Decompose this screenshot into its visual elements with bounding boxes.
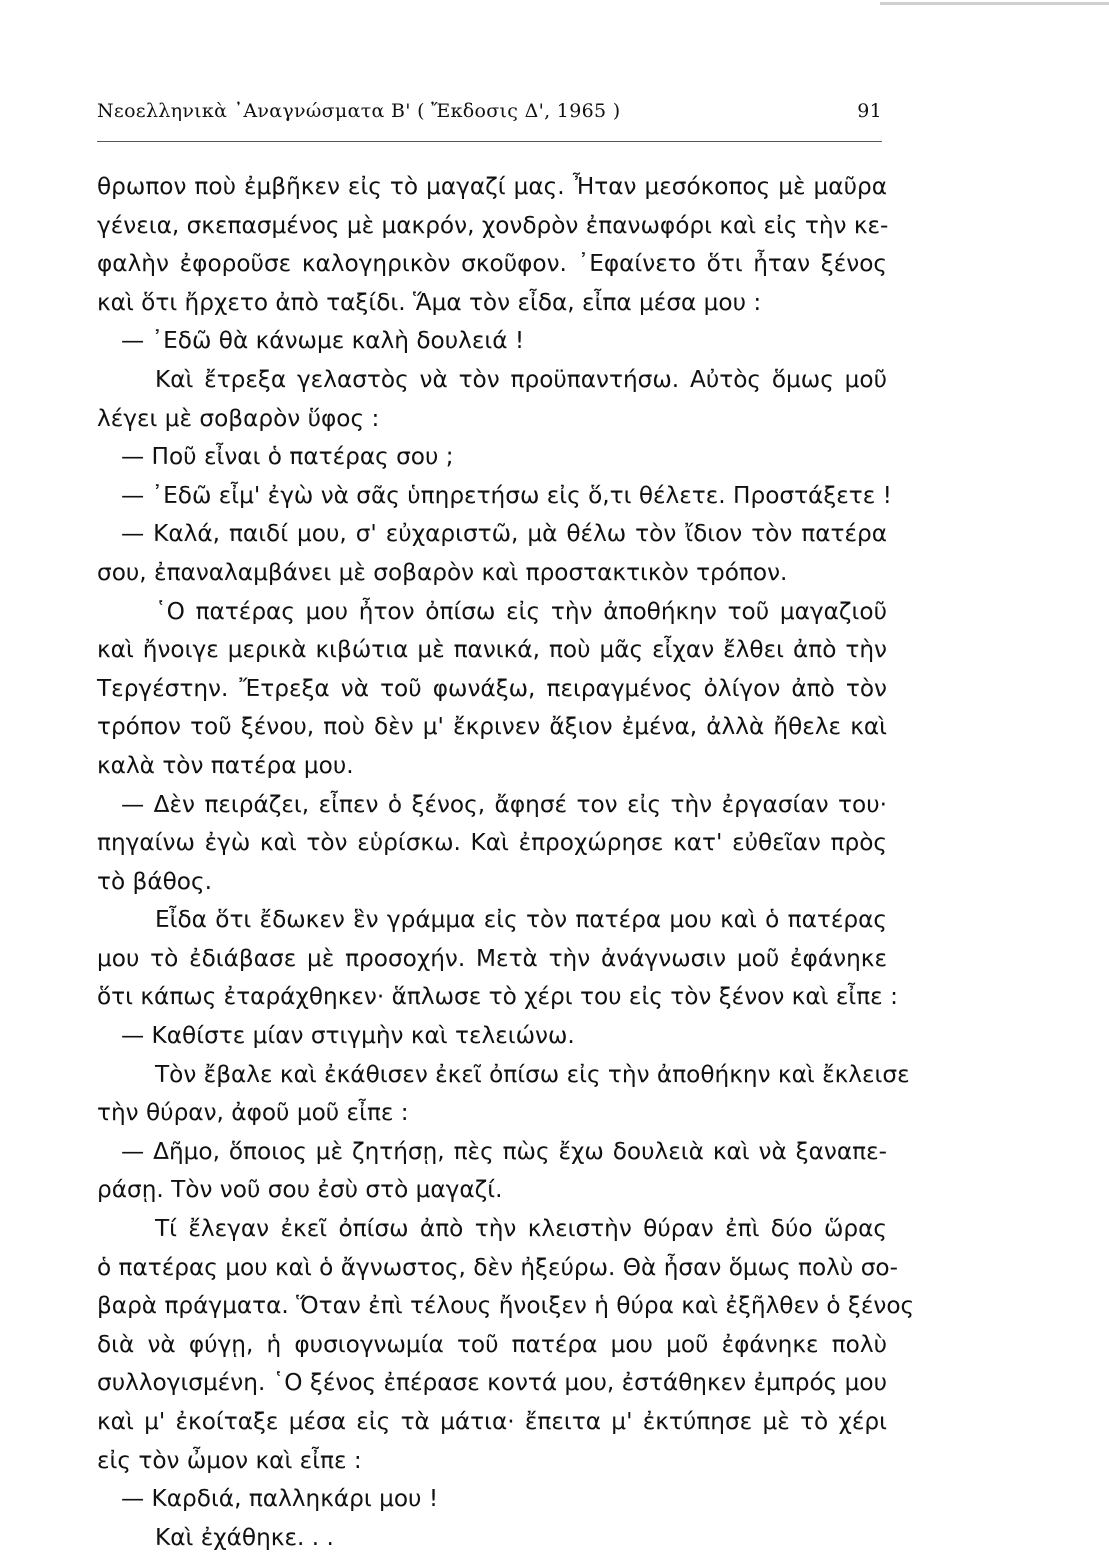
text-line: Εἶδα ὅτι ἔδωκεν ἓν γράμμα εἰς τὸν πατέρα μου καὶ ὁ πατέρας bbox=[155, 906, 887, 934]
running-title: Νεοελληνικὰ ᾿Αναγνώσματα Β' ( Ἔκδοσις Δ', 1965 ) bbox=[97, 100, 621, 122]
text-line: ὅτι κάπως ἐταράχθηκεν· ἅπλωσε τὸ χέρι του εἰς τὸν ξένον καὶ εἶπε : bbox=[97, 983, 898, 1011]
text-line: βαρὰ πράγματα. Ὅταν ἐπὶ τέλους ἤνοιξεν ἡ θύρα καὶ ἐξῆλθεν ὁ ξένος bbox=[97, 1292, 915, 1320]
text-line: καὶ μ' ἐκοίταξε μέσα εἰς τὰ μάτια· ἔπειτα μ' ἐκτύπησε μὲ τὸ χέρι bbox=[97, 1408, 887, 1435]
text-line: μου τὸ ἐδιάβασε μὲ προσοχήν. Μετὰ τὴν ἀνάγνωσιν μοῦ ἐφάνηκε bbox=[97, 944, 887, 972]
text-line: Καὶ ἐχάθηκε. . . bbox=[155, 1523, 334, 1551]
text-line: ὁ πατέρας μου καὶ ὁ ἄγνωστος, δὲν ἠξεύρω. Θὰ ἦσαν ὅμως πολὺ σο- bbox=[97, 1253, 898, 1281]
text-line: Τί ἔλεγαν ἐκεῖ ὀπίσω ἀπὸ τὴν κλειστὴν θύραν ἐπὶ δύο ὥρας bbox=[155, 1215, 887, 1243]
text-line: Τεργέστην. Ἔτρεξα νὰ τοῦ φωνάξω, πειραγμένος ὀλίγον ἀπὸ τὸν bbox=[97, 674, 887, 702]
text-line: καὶ ἤνοιγε μερικὰ κιβώτια μὲ πανικά, ποὺ μᾶς εἶχαν ἔλθει ἀπὸ τὴν bbox=[97, 636, 887, 664]
text-line: Καὶ ἔτρεξα γελαστὸς νὰ τὸν προϋπαντήσω. Αὐτὸς ὅμως μοῦ bbox=[155, 365, 887, 393]
header-rule bbox=[97, 141, 882, 142]
text-line: φαλὴν ἐφοροῦσε καλογηρικὸν σκοῦφον. ᾿Εφαίνετο ὅτι ἦταν ξένος bbox=[97, 250, 887, 278]
text-line: ῾Ο πατέρας μου ἦτον ὀπίσω εἰς τὴν ἀποθήκην τοῦ μαγαζιοῦ bbox=[155, 597, 887, 625]
text-line: — Καθίστε μίαν στιγμὴν καὶ τελειώνω. bbox=[121, 1022, 575, 1050]
text-line: γένεια, σκεπασμένος μὲ μακρόν, χονδρὸν ἐπανωφόρι καὶ εἰς τὴν κε- bbox=[97, 211, 889, 239]
text-line: θρωπον ποὺ ἐμβῆκεν εἰς τὸ μαγαζί μας. Ἦταν μεσόκοπος μὲ μαῦρα bbox=[97, 173, 887, 200]
text-line: — ᾿Εδῶ εἶμ' ἐγὼ νὰ σᾶς ὑπηρετήσω εἰς ὅ,τι θέλετε. Προστάξετε ! bbox=[121, 481, 892, 509]
text-line: σου, ἐπαναλαμβάνει μὲ σοβαρὸν καὶ προστακτικὸν τρόπον. bbox=[97, 558, 788, 586]
body-text bbox=[97, 168, 915, 1557]
text-line: καὶ ὅτι ἤρχετο ἀπὸ ταξίδι. Ἅμα τὸν εἶδα, εἶπα μέσα μου : bbox=[97, 288, 762, 316]
text-line: — Καρδιά, παλληκάρι μου ! bbox=[121, 1485, 439, 1513]
page-number: 91 bbox=[857, 100, 882, 122]
text-line: εἰς τὸν ὦμον καὶ εἶπε : bbox=[97, 1446, 362, 1474]
scan-edge-line bbox=[880, 2, 1109, 5]
text-line: — Δῆμο, ὅποιος μὲ ζητήσῃ, πὲς πὼς ἔχω δουλειὰ καὶ νὰ ξαναπε- bbox=[121, 1137, 887, 1165]
text-line: τὴν θύραν, ἀφοῦ μοῦ εἶπε : bbox=[97, 1099, 409, 1127]
page-header bbox=[97, 100, 882, 134]
text-line: τὸ βάθος. bbox=[97, 867, 212, 895]
text-line: συλλογισμένη. ῾Ο ξένος ἐπέρασε κοντά μου, ἐστάθηκεν ἐμπρός μου bbox=[97, 1369, 887, 1397]
text-line: λέγει μὲ σοβαρὸν ὕφος : bbox=[97, 404, 380, 432]
text-line: τρόπον τοῦ ξένου, ποὺ δὲν μ' ἔκρινεν ἄξιον ἐμένα, ἀλλὰ ἤθελε καὶ bbox=[97, 713, 887, 741]
text-line: — Ποῦ εἶναι ὁ πατέρας σου ; bbox=[121, 443, 454, 471]
text-line: πηγαίνω ἐγὼ καὶ τὸν εὑρίσκω. Καὶ ἐπροχώρησε κατ' εὐθεῖαν πρὸς bbox=[97, 829, 887, 857]
text-line: — ᾿Εδῶ θὰ κάνωμε καλὴ δουλειά ! bbox=[121, 327, 525, 355]
text-line: — Δὲν πειράζει, εἶπεν ὁ ξένος, ἄφησέ τον εἰς τὴν ἐργασίαν του· bbox=[121, 790, 887, 818]
text-line: ράσῃ. Τὸν νοῦ σου ἐσὺ στὸ μαγαζί. bbox=[97, 1176, 503, 1204]
text-line: καλὰ τὸν πατέρα μου. bbox=[97, 751, 354, 779]
text-line: Τὸν ἔβαλε καὶ ἐκάθισεν ἐκεῖ ὀπίσω εἰς τὴν ἀποθήκην καὶ ἔκλεισε bbox=[155, 1060, 910, 1088]
text-line: — Καλά, παιδί μου, σ' εὐχαριστῶ, μὰ θέλω τὸν ἴδιον τὸν πατέρα bbox=[121, 520, 887, 548]
text-line: διὰ νὰ φύγῃ, ἡ φυσιογνωμία τοῦ πατέρα μου μοῦ ἐφάνηκε πολὺ bbox=[97, 1330, 887, 1358]
